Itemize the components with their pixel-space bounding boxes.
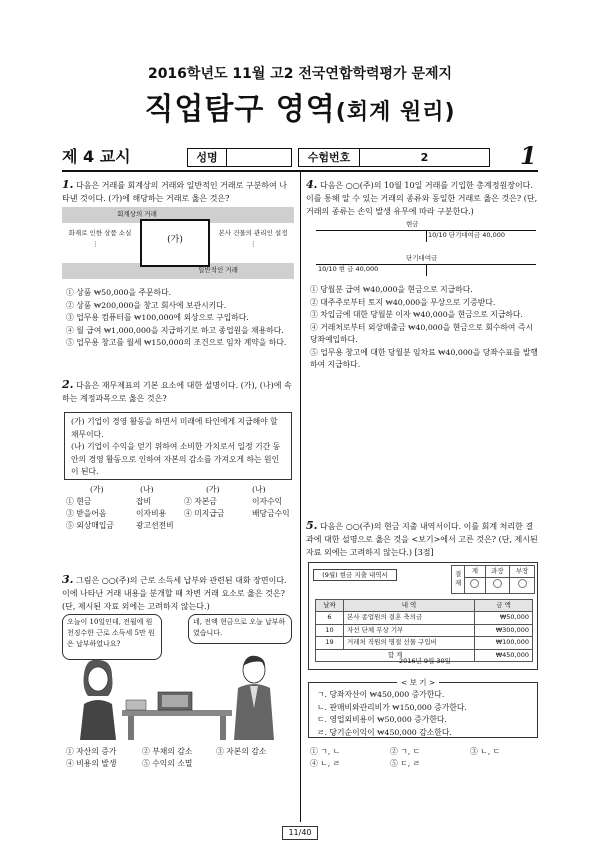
table-row — [316, 637, 533, 649]
bogi-item-3: ㄷ. 영업외비용이 ₩50,000 증가한다. — [317, 715, 447, 724]
q2-option-4a: ④ 미지급금 — [184, 509, 225, 518]
q5-option-1[interactable]: ① ㄱ, ㄴ — [310, 747, 341, 756]
q3-bubble-left: 오늘이 10일인데, 전월에 원천징수한 근로 소득세 5만 원은 납부하였나요? — [62, 614, 162, 660]
ledger-loan-entry: 10/10 현 금 40,000 — [318, 265, 379, 273]
approval-col-2: 과장 — [485, 566, 510, 578]
q3-bubble-right: 네, 전액 현금으로 오늘 납부하였습니다. — [188, 614, 292, 644]
q2-option-5a: ⑤ 외상매입금 — [66, 521, 114, 530]
q3-option-1[interactable]: ① 자산의 증가 — [66, 747, 117, 756]
table-row — [316, 612, 533, 624]
q1-right-dots: ⋮ — [250, 240, 257, 248]
q2-option-4b: 배당금수익 — [252, 509, 290, 518]
question-2-number: 2. — [62, 378, 74, 391]
q2-col-a: (가) — [90, 485, 104, 494]
q2-option-row-1[interactable] — [66, 496, 294, 508]
q1-bottom-label: 일반적인 거래 — [198, 266, 238, 274]
q5-option-2[interactable]: ② ㄱ, ㄷ — [390, 747, 421, 756]
q5-approval-table — [451, 565, 535, 594]
q2-option-3a: ③ 받을어음 — [66, 509, 107, 518]
q4-option-4[interactable]: ④ 거래처로부터 외상매출금 ₩40,000을 현금으로 회수하여 즉시 당좌예입하다. — [310, 322, 534, 344]
q1-option-1[interactable]: ① 상품 ₩50,000을 주문하다. — [66, 288, 172, 297]
question-5-text: 다음은 ○○(주)의 현금 지출 내역서이다. 이를 회계 처리한 결과에 대한 설명으로 옳은 것을 <보기>에서 고른 것은? (단, 제시된 자료 외에는 고려하지 않는다.) [3점] — [306, 522, 538, 557]
bogi-item-2: ㄴ. 판매비와관리비가 ₩150,000 증가한다. — [317, 702, 467, 712]
exam-title — [0, 88, 600, 132]
row-amount: ₩300,000 — [475, 624, 533, 636]
question-3-number: 3. — [62, 573, 74, 586]
row-date: 10 — [316, 624, 344, 636]
col-detail-header: 내 역 — [344, 600, 475, 612]
footer-page-indicator: 11/40 — [282, 826, 318, 840]
name-field[interactable] — [227, 148, 292, 167]
exam-number-label: 수험번호 — [298, 148, 360, 167]
q5-bogi-box — [308, 678, 538, 738]
bogi-item-4: ㄹ. 당기순이익이 ₩450,000 감소한다. — [317, 727, 452, 737]
q4-ledger — [316, 220, 536, 278]
col-amount-header: 금 액 — [475, 600, 533, 612]
q5-expense-doc — [308, 562, 538, 670]
page-number-big: 1 — [520, 141, 537, 170]
q1-option-3[interactable]: ③ 업무용 컴퓨터를 ₩100,000에 외상으로 구입하다. — [66, 313, 249, 322]
q5-options — [310, 746, 540, 770]
question-5-number: 5. — [306, 519, 318, 532]
info-bar — [62, 141, 552, 170]
q2-option-row-2[interactable] — [66, 508, 294, 520]
question-1-number: 1. — [62, 178, 74, 191]
q3-illustration — [62, 614, 294, 740]
q1-center-label: (가) — [167, 235, 183, 245]
column-divider — [300, 172, 301, 822]
q5-option-4[interactable]: ④ ㄴ, ㄹ — [310, 759, 341, 768]
q2-option-1b: 잡비 — [136, 497, 152, 506]
stamp-icon — [518, 579, 527, 588]
q3-option-2[interactable]: ② 부채의 감소 — [142, 747, 193, 756]
total-label: 합 계 — [316, 649, 475, 661]
row-amount: ₩50,000 — [475, 612, 533, 624]
table-row — [316, 624, 533, 636]
q2-option-3b: 이자비용 — [136, 509, 167, 518]
ledger-loan-title: 단기대여금 — [406, 254, 438, 262]
q1-option-5[interactable]: ⑤ 업무용 창고를 월세 ₩150,000의 조건으로 임차 계약을 하다. — [66, 338, 287, 347]
q4-option-2[interactable]: ② 대주주로부터 토지 ₩40,000을 무상으로 기증받다. — [310, 297, 496, 307]
q2-option-2a: ② 자본금 — [184, 497, 217, 506]
name-label: 성명 — [187, 148, 227, 167]
approval-label: 결재 — [452, 566, 465, 594]
col-date-header: 날짜 — [316, 600, 344, 612]
q2-definition-box — [64, 412, 292, 480]
q1-left-dots: ⋮ — [92, 240, 99, 248]
exam-title-paren: (회계 원리) — [335, 100, 456, 125]
q2-option-1a: ① 현금 — [66, 497, 92, 506]
q3-office-scene — [62, 648, 294, 740]
q3-option-5[interactable]: ⑤ 수익의 소멸 — [142, 759, 193, 768]
row-date: 6 — [316, 612, 344, 624]
q5-expense-table — [315, 599, 533, 662]
approval-col-1: 계 — [465, 566, 485, 578]
row-detail: 자선 단체 무상 기부 — [344, 624, 475, 636]
q1-left-label: 화재로 인한 상품 소실 — [68, 229, 132, 237]
q2-option-5b: 광고선전비 — [136, 521, 174, 530]
q1-options — [66, 287, 294, 350]
q1-option-4[interactable]: ④ 월 급여 ₩1,000,000을 지급하기로 하고 종업원을 채용하다. — [66, 325, 284, 335]
q5-bogi-title: < 보 기 > — [397, 677, 439, 690]
q2-definition-b: (나) 기업이 수익을 얻기 위하여 소비한 가치로서 일정 기간 동안의 경영 활동으로 인하여 자본의 감소를 가져오게 하는 원인이 된다. — [71, 442, 281, 476]
question-2-text: 다음은 재무제표의 기본 요소에 대한 설명이다. (가), (나)에 속하는 계정과목으로 옳은 것은? — [62, 381, 292, 403]
row-amount: ₩100,000 — [475, 637, 533, 649]
stamp-icon — [493, 579, 502, 588]
q2-definition-a: (가) 기업이 경영 활동을 하면서 미래에 타인에게 지급해야 할 채무이다. — [71, 417, 278, 439]
q4-options — [310, 284, 540, 372]
q2-option-row-3[interactable] — [66, 520, 294, 532]
period-label: 제 4 교시 — [62, 147, 131, 166]
total-value: ₩450,000 — [475, 649, 533, 661]
question-3-text: 그림은 ○○(주)의 근로 소득세 납부와 관련된 대화 장면이다. 이에 나타난 거래 내용을 분개할 때 차변 거래 요소로 옳은 것은? (단, 제시된 자료 외에는 고려하지 않는다.) — [62, 576, 287, 611]
ledger-cash-entry: 10/10 단기대여금 40,000 — [428, 231, 506, 239]
stamp-icon — [470, 579, 479, 588]
question-1-text: 다음은 거래를 회계상의 거래와 일반적인 거래로 구분하여 나타낸 것이다. (가)에 해당하는 거래로 옳은 것은? — [62, 181, 288, 203]
q2-options — [66, 484, 294, 532]
row-date: 19 — [316, 637, 344, 649]
footer-page-num: 11 — [288, 828, 299, 837]
approval-col-3: 부장 — [510, 566, 535, 578]
q4-option-1[interactable]: ① 당월분 급여 ₩40,000을 현금으로 지급하다. — [310, 285, 473, 294]
row-detail: 본사 종업원의 결혼 축의금 — [344, 612, 475, 624]
question-4-number: 4. — [306, 178, 318, 191]
q1-top-label: 회계상의 거래 — [117, 210, 157, 218]
question-4-stem — [306, 178, 540, 218]
q4-option-3[interactable]: ③ 차입금에 대한 당월분 이자 ₩40,000을 현금으로 지급하다. — [310, 310, 523, 319]
q2-col-b2: (나) — [252, 485, 266, 494]
question-1-stem — [62, 178, 294, 205]
bogi-item-1: ㄱ. 당좌자산이 ₩450,000 증가한다. — [317, 690, 445, 699]
q5-option-3[interactable]: ③ ㄴ, ㄷ — [470, 747, 501, 756]
q1-right-label: 본사 건물의 관리인 설정 — [218, 229, 288, 237]
question-5-stem — [306, 519, 540, 559]
question-4-text: 다음은 ○○(주)의 10월 10일 거래를 기입한 총계정원장이다. 이를 통해 알 수 있는 거래의 종류와 동일한 거래로 옳은 것은? (단, 거래의 종류는 손익 발생 유무에 따라 구분한다.) — [306, 181, 538, 216]
footer-page-total: 40 — [301, 828, 312, 837]
question-2-stem — [62, 378, 294, 405]
q2-col-b: (나) — [140, 485, 154, 494]
ledger-cash-title: 현금 — [406, 220, 419, 228]
exam-title-main: 직업탐구 영역 — [144, 92, 336, 127]
q5-doc-title: (9월) 현금 지출 내역서 — [313, 569, 397, 581]
q5-doc-date: 2016년 9월 30일 — [399, 657, 451, 665]
q2-col-a2: (가) — [206, 485, 220, 494]
q5-option-5[interactable]: ⑤ ㄷ, ㄹ — [390, 759, 421, 768]
q1-option-2[interactable]: ② 상품 ₩200,000을 창고 회사에 보관시키다. — [66, 300, 227, 310]
q4-option-5[interactable]: ⑤ 업무용 창고에 대한 당월분 임차료 ₩40,000을 당좌수표를 발행하여 지급하다. — [310, 347, 538, 369]
exam-number-field[interactable]: 2 — [360, 148, 490, 167]
question-3-stem — [62, 573, 294, 613]
q3-option-4[interactable]: ④ 비용의 발생 — [66, 759, 117, 768]
exam-subtitle: 2016학년도 11월 고2 전국연합학력평가 문제지 — [147, 66, 453, 82]
q2-option-2b: 이자수익 — [252, 497, 283, 506]
q3-option-3[interactable]: ③ 자본의 감소 — [216, 747, 267, 756]
row-detail: 거래처 직원의 명절 선물 구입비 — [344, 637, 475, 649]
q1-diagram — [62, 207, 294, 279]
q3-options — [66, 746, 294, 770]
